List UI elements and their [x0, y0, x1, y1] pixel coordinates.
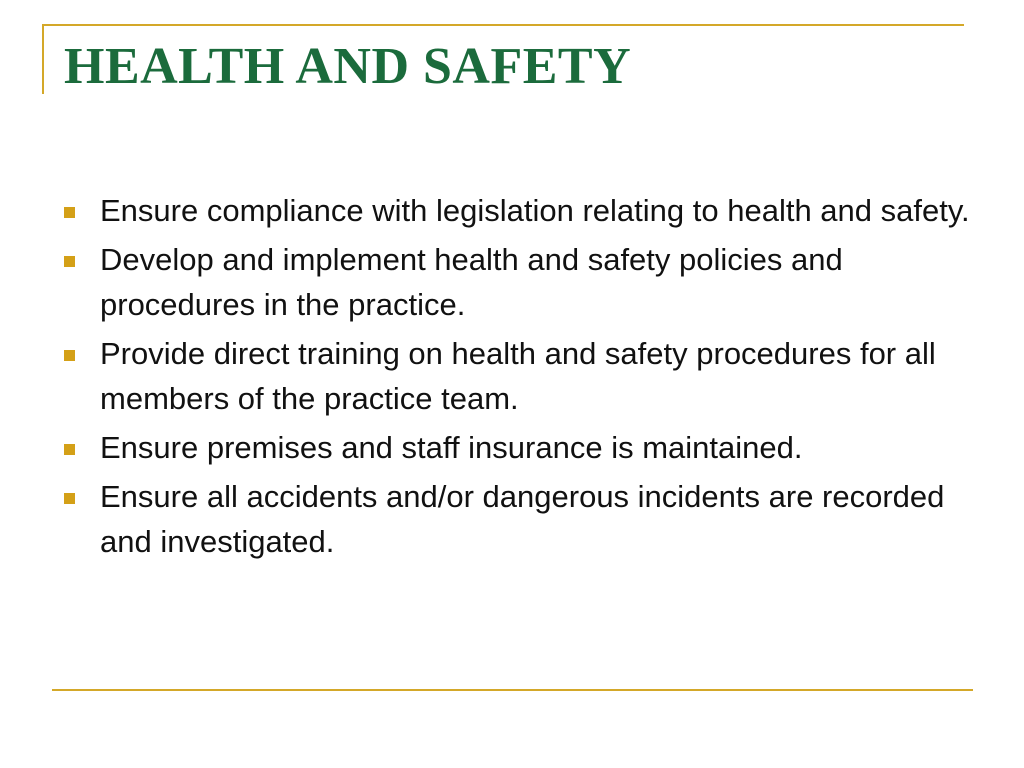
bullet-list — [64, 188, 974, 568]
bullet-text: Ensure premises and staff insurance is maintained. — [100, 430, 803, 465]
square-bullet-icon — [64, 444, 75, 455]
square-bullet-icon — [64, 493, 75, 504]
bullet-item — [64, 425, 974, 470]
slide-title: HEALTH AND SAFETY — [64, 38, 632, 95]
title-frame-left-rule — [42, 24, 44, 94]
bullet-item — [64, 188, 974, 233]
bottom-rule — [52, 689, 973, 691]
square-bullet-icon — [64, 350, 75, 361]
bullet-item — [64, 331, 974, 421]
square-bullet-icon — [64, 207, 75, 218]
bullet-text: Provide direct training on health and safety procedures for all members of the practice team. — [100, 336, 936, 416]
title-frame-top-rule — [42, 24, 964, 26]
bullet-text: Ensure all accidents and/or dangerous incidents are recorded and investigated. — [100, 479, 945, 559]
bullet-text: Ensure compliance with legislation relating to health and safety. — [100, 193, 970, 228]
bullet-item — [64, 237, 974, 327]
bullet-text: Develop and implement health and safety policies and procedures in the practice. — [100, 242, 843, 322]
square-bullet-icon — [64, 256, 75, 267]
bullet-item — [64, 474, 974, 564]
